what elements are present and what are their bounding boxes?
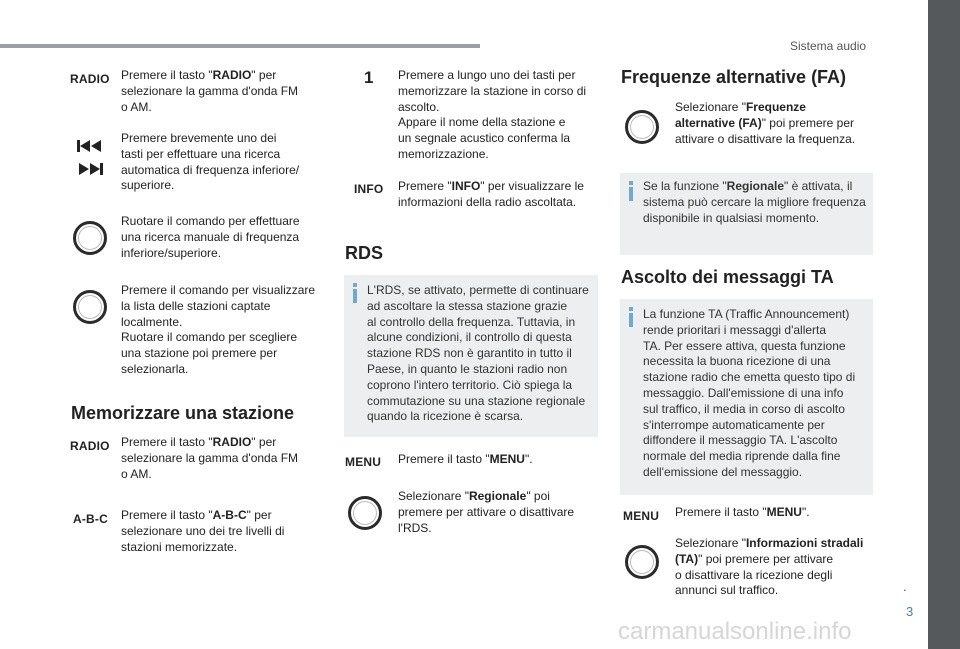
radio-key-label: RADIO [70,72,110,86]
traffic-instruction: Selezionare "Informazioni stradali (TA)" poi premere per attivare o disattivare la ricezione degli annunci sul traffico. [675,536,864,598]
fa-info-box: Se la funzione "Regionale" è attivata, il sistema può cercare la migliore frequenza disponibile in qualsiasi momento. [620,173,873,255]
seek-buttons-icon [76,138,104,178]
rotary-knob-icon [73,221,107,255]
header-rule [0,44,480,48]
press-knob-icon [73,290,107,324]
regional-knob-icon [348,496,382,530]
continue-mark: . [903,579,907,594]
info-icon [629,187,633,201]
watermark: carmanualsonline.info [618,618,852,645]
mem-radio-key-label: RADIO [70,439,110,453]
menu-key-label: MENU [345,455,382,469]
ta-info-box: La funzione TA (Traffic Announcement) rende prioritari i messaggi d'allerta TA. Per essere attiva, questa funzione necessita la buona ricezione di una stazione radio che emetta questo tipo di messaggio. Dall'emissione di una info sul traffico, il media in corso di ascolto s'interrompe automaticamente per diffondere il messaggio TA. L'ascolto normale del media riprende dalla fine dell'emissione del messaggio. [620,299,873,495]
info-key-label: INFO [354,182,384,196]
seek-instruction: Premere brevemente uno dei tasti per effettuare una ricerca automatica di frequenza inferiore/ superiore. [121,131,300,193]
menu-instruction: Premere il tasto "MENU". [398,452,533,466]
rotate-instruction: Ruotare il comando per effettuare una ricerca manuale di frequenza inferiore/superiore. [121,214,300,260]
fa-knob-icon [625,110,659,144]
mem-radio-instruction: Premere il tasto "RADIO" per selezionare la gamma d'onda FM o AM. [121,435,299,481]
rds-info-box: L'RDS, se attivato, permette di continuare ad ascoltare la stessa stazione grazie al controllo della frequenza. Tuttavia, in alcune condizioni, il controllo di questa stazione RDS non è garantito in tutto il Paese, in quanto le stazioni radio non coprono l'intero territorio. Ciò spiega la commutazione su una stazione regionale quando la ricezione è scarsa. [344,275,598,437]
preset-instruction: Premere a lungo uno dei tasti per memorizzare la stazione in corso di ascolto. Appare il nome della stazione e un segnale acustico conferma la memorizzazione. [398,68,587,161]
ta-menu-instruction: Premere il tasto "MENU". [675,505,810,519]
ta-menu-key-label: MENU [623,509,660,523]
info-instruction: Premere "INFO" per visualizzare le informazioni della radio ascoltata. [398,179,584,209]
info-icon [629,313,633,327]
rds-heading: RDS [345,243,384,263]
radio-instruction: Premere il tasto "RADIO" per selezionare la gamma d'onda FM o AM. [121,68,299,114]
memorize-heading: Memorizzare una stazione [71,403,295,423]
info-icon [353,289,357,303]
traffic-knob-icon [625,545,659,579]
header-title: Sistema audio [790,39,867,53]
abc-key-label: A-B-C [73,512,108,526]
ta-heading: Ascolto dei messaggi TA [621,267,834,287]
fa-heading: Frequenze alternative (FA) [621,67,847,87]
preset-1-key-label: 1 [364,68,374,87]
fa-instruction: Selezionare "Frequenze alternative (FA)" poi premere per attivare o disattivare la frequenza. [675,100,856,146]
side-tab [928,0,960,649]
press-instruction: Premere il comando per visualizzare la lista delle stazioni captate localmente. Ruotare il comando per scegliere una stazione poi premere per selezionarla. [121,283,316,376]
regional-instruction: Selezionare "Regionale" poi premere per attivare o disattivare l'RDS. [398,489,575,535]
page-number: 3 [906,604,914,619]
abc-instruction: Premere il tasto "A-B-C" per selezionare uno dei tre livelli di stazioni memorizzate. [121,508,285,554]
